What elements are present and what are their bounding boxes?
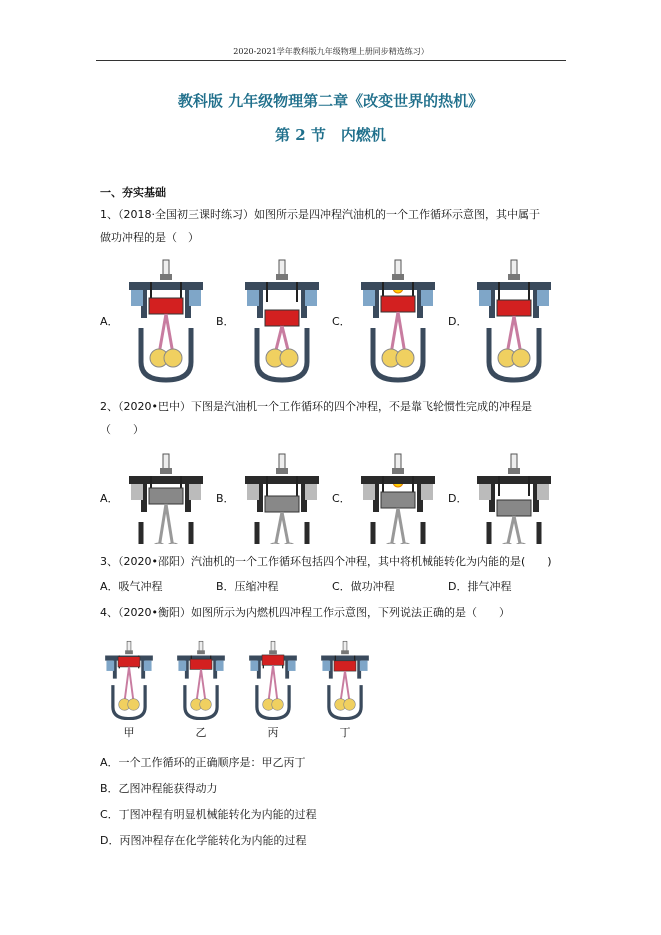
engine-diagram-icon [316,640,374,720]
question-4-stem: 4、（2020•衡阳）如图所示为内燃机四冲程工作示意图，下列说法正确的是（ ） [100,606,510,619]
q1-option-a-label: A． [100,315,119,328]
document-title: 教科版 九年级物理第二章《改变世界的热机》 [177,92,484,110]
q1-option-c-label: C． [332,315,351,328]
q1-option-a[interactable] [100,258,211,384]
header-rule [96,60,566,61]
q2-option-b[interactable] [216,452,327,544]
engine-diagram-icon [353,452,443,544]
q1-option-c[interactable] [332,258,443,384]
question-3-options [100,578,570,594]
question-1-stem [100,203,570,249]
engine-diagram-icon [237,452,327,544]
engine-diagram-icon [469,258,559,384]
engine-diagram-icon [121,452,211,544]
q3-option-d[interactable]: D．排气冲程 [448,580,512,593]
document-subtitle: 第 2 节 内燃机 [275,126,386,144]
figure-caption-ding: 丁 [339,726,351,739]
q3-option-a[interactable]: A．吸气冲程 [100,580,163,593]
q2-option-c[interactable] [332,452,443,544]
q2-option-c-label: C． [332,492,351,505]
q1-option-d[interactable] [448,258,559,384]
question-1-figures [100,258,570,378]
q4-option-c[interactable]: C．丁图冲程有明显机械能转化为内能的过程 [100,808,317,821]
question-3-stem: 3、（2020•邵阳）汽油机的一个工作循环包括四个冲程，其中将机械能转化为内能的是( ) [100,555,552,568]
engine-diagram-icon [237,258,327,384]
q4-option-b[interactable]: B．乙图冲程能获得动力 [100,782,218,795]
question-4-figures [100,640,570,740]
question-2-line-1: 2、（2020•巴中）下图是汽油机一个工作循环的四个冲程，不是靠飞轮惯性完成的冲程是 [100,400,532,413]
figure-caption-jia: 甲 [123,726,135,739]
q2-option-a[interactable] [100,452,211,544]
section-heading: 一、夯实基础 [100,186,166,199]
q2-option-d-label: D． [448,492,468,505]
question-2-stem [100,395,570,441]
q2-option-a-label: A． [100,492,119,505]
q4-option-a[interactable]: A．一个工作循环的正确顺序是：甲乙丙丁 [100,756,306,769]
question-2-line-2: （ ） [100,423,144,436]
q1-option-b[interactable] [216,258,327,384]
question-1-line-2: 做功冲程的是（ ） [100,231,199,244]
engine-diagram-icon [100,640,158,720]
q2-option-b-label: B． [216,492,235,505]
engine-diagram-icon [172,640,230,720]
page-header: 2020-2021学年教科版九年级物理上册同步精选练习） [233,47,429,56]
q3-option-b[interactable]: B．压缩冲程 [216,580,279,593]
q2-option-d[interactable] [448,452,559,544]
figure-caption-bing: 丙 [267,726,279,739]
engine-diagram-icon [244,640,302,720]
figure-caption-yi: 乙 [195,726,207,739]
engine-diagram-icon [121,258,211,384]
engine-diagram-icon [469,452,559,544]
engine-diagram-icon [353,258,443,384]
question-1-line-1: 1、（2018·全国初三课时练习）如图所示是四冲程汽油机的一个工作循环示意图，其中属于 [100,208,540,221]
q1-option-d-label: D． [448,315,468,328]
q1-option-b-label: B． [216,315,235,328]
q4-option-d[interactable]: D．丙图冲程存在化学能转化为内能的过程 [100,834,307,847]
q3-option-c[interactable]: C．做功冲程 [332,580,395,593]
